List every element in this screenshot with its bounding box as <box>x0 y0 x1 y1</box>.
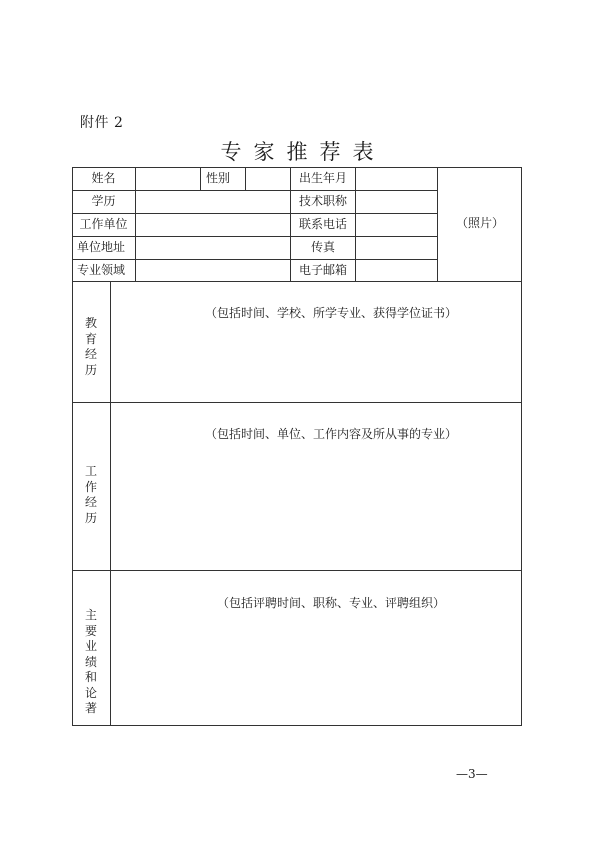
photo-label: （照片） <box>455 216 504 230</box>
name-label: 姓名 <box>91 171 116 185</box>
attachment-label: 附件 2 <box>80 115 124 131</box>
gender-field[interactable] <box>246 168 290 190</box>
photo-box[interactable] <box>438 168 521 281</box>
work-section-label: 工作经历 <box>84 464 97 525</box>
education-content[interactable] <box>111 282 521 402</box>
education-note: （包括时间、学校、所学专业、获得学位证书） <box>205 306 458 320</box>
phone-label: 联系电话 <box>298 217 347 231</box>
email-field[interactable] <box>356 260 437 281</box>
fax-field[interactable] <box>356 237 437 259</box>
field-label: 专业领域 <box>77 263 126 277</box>
education-field[interactable] <box>136 191 290 213</box>
page-number: —3— <box>456 767 488 781</box>
achievements-section-label: 主要业绩和论著 <box>84 608 97 715</box>
birth-label: 出生年月 <box>298 171 347 185</box>
technical-title-label: 技术职称 <box>298 194 347 208</box>
name-field[interactable] <box>136 168 200 190</box>
workplace-field[interactable] <box>136 214 290 236</box>
birth-field[interactable] <box>356 168 437 190</box>
form-title: 专家推荐表 <box>220 140 386 164</box>
education-label: 学历 <box>91 194 116 208</box>
email-label: 电子邮箱 <box>298 263 347 277</box>
gender-label: 性别 <box>206 171 231 185</box>
achievements-note: （包括评聘时间、职称、专业、评聘组织） <box>217 596 446 610</box>
technical-title-field[interactable] <box>356 191 437 213</box>
fax-label: 传真 <box>310 240 335 254</box>
achievements-content[interactable] <box>111 571 521 725</box>
address-label: 单位地址 <box>77 240 126 254</box>
phone-field[interactable] <box>356 214 437 236</box>
education-section-label: 教育经历 <box>84 316 97 377</box>
address-field[interactable] <box>136 237 290 259</box>
work-note: （包括时间、单位、工作内容及所从事的专业） <box>205 427 458 441</box>
workplace-label: 工作单位 <box>79 217 128 231</box>
work-content[interactable] <box>111 403 521 570</box>
field-input[interactable] <box>136 260 290 281</box>
